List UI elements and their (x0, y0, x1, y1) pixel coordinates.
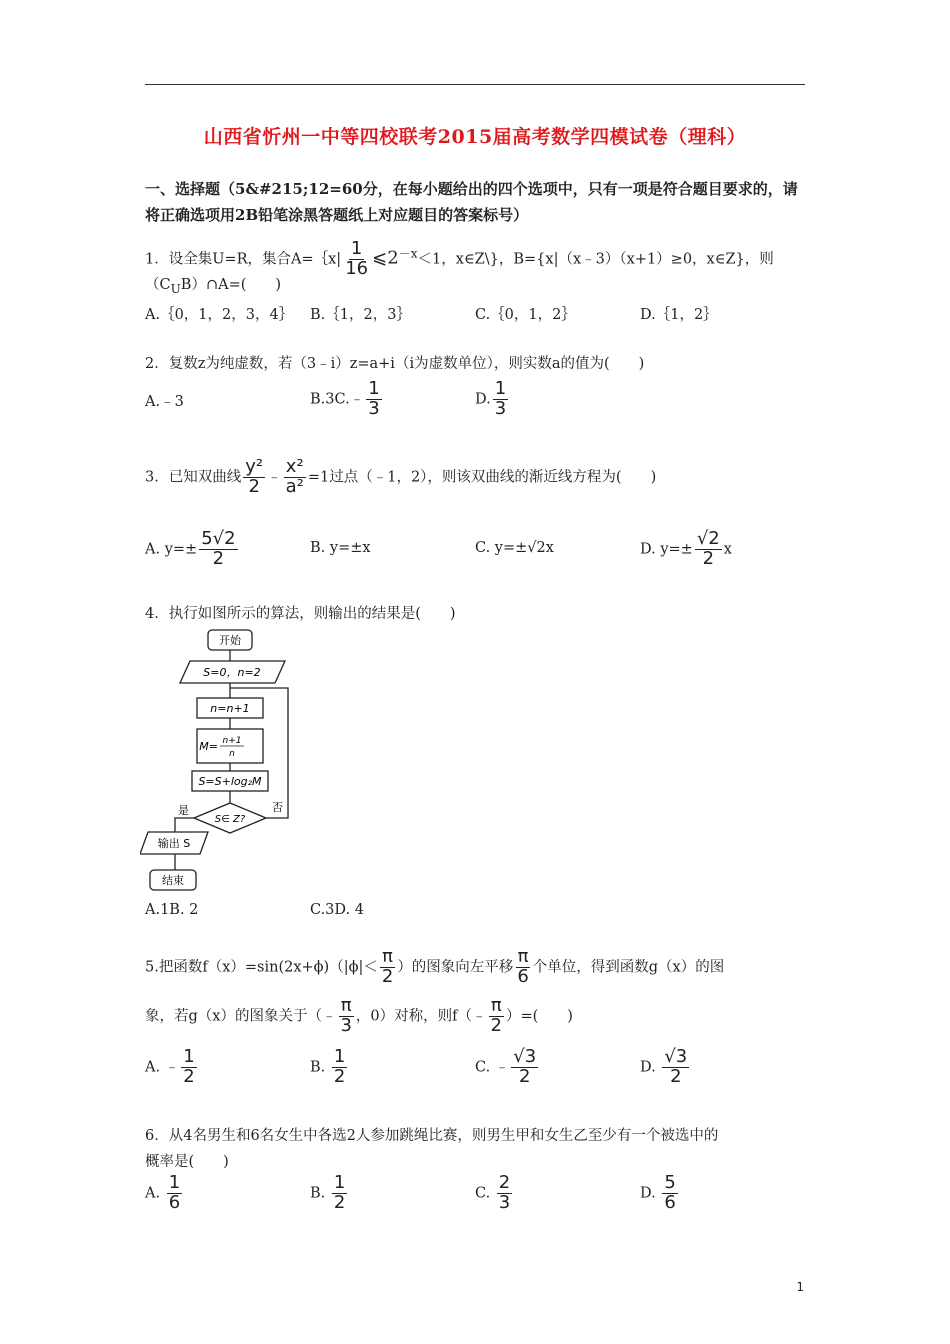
q2-option-a: A.﹣3 (145, 394, 184, 410)
question-6: 6．从4名男生和6名女生中各选2人参加跳绳比赛，则男生甲和女生乙至少有一个被选中的 (145, 1128, 719, 1144)
page-number: 1 (796, 1280, 804, 1294)
q4-option-cd: C.3D. 4 (310, 902, 364, 918)
question-2: 2．复数z为纯虚数，若（3﹣i）z=a+i（i为虚数单位），则实数a的值为( ) (145, 356, 645, 372)
question-5-cont: 象，若g（x）的图象关于（﹣ $\frac{\pi}{3}$ ，0）对称，则f（﹣ $\frac{\pi}{2}$ ）=( ) (145, 995, 573, 1036)
question-3: 3．已知双曲线 $\frac{\text{y²}}{2}$ ﹣ $\frac{\text{x²}}{\text{a²}}$ =1过点（﹣1，2），则该双曲线的渐近线方程为( ) (145, 456, 657, 497)
flow-end-label: 结束 (162, 874, 184, 887)
q6-option-a: A. $\frac{1}{6}$ (145, 1172, 181, 1213)
q3-option-a: A. y=± $\frac{5√2}{2}$ (145, 528, 236, 569)
flowchart (140, 625, 310, 895)
q1-option-b: B.｛1，2，3｝ (310, 307, 411, 323)
q2-option-bc: B.3C.﹣ $\frac{1}{3}$ (310, 378, 380, 419)
flow-step2-num: n+1 (222, 736, 242, 746)
flow-step1-label: n=n+1 (210, 702, 250, 715)
question-1: 1．设全集U=R，集合A=｛x| $\frac{1}{16}$ $⩽2^{-x}<1$，x∈Z\}，B={x|（x﹣3）（x+1）≥0，x∈Z}，则 (145, 238, 774, 279)
q3-option-d: D. y=± $\frac{√2}{2}$ x (640, 528, 732, 569)
flow-no-label: 否 (272, 801, 283, 814)
flow-cond-label: S∈ Z? (214, 814, 246, 825)
question-1-cont: $(C_UB)\cap A=$( ) (145, 277, 282, 296)
flow-yes-label: 是 (178, 804, 189, 817)
q6-option-d: D. $\frac{5}{6}$ (640, 1172, 676, 1213)
q5-option-d: D. $\frac{√3}{2}$ (640, 1046, 688, 1087)
q6-option-b: B. $\frac{1}{2}$ (310, 1172, 346, 1213)
q2-option-d: D. $\frac{1}{3}$ (475, 378, 507, 419)
flow-output-label: 输出 S (157, 837, 191, 850)
q1-option-a: A.｛0，1，2，3，4｝ (145, 307, 294, 323)
section-heading: 一、选择题（5&#215;12=60分，在每小题给出的四个选项中，只有一项是符合题目要求的，请 (145, 180, 798, 198)
flow-step2-label: M= (199, 740, 218, 753)
q5-option-c: C. ﹣ $\frac{√3}{2}$ (475, 1046, 537, 1087)
flow-step2-den: n (229, 749, 235, 759)
q5-option-b: B. $\frac{1}{2}$ (310, 1046, 346, 1087)
q6-option-c: C. $\frac{2}{3}$ (475, 1172, 511, 1213)
q1-option-c: C.｛0，1，2｝ (475, 307, 576, 323)
q3-option-c: C. y=±√2x (475, 540, 554, 556)
page-title: 山西省忻州一中等四校联考2015届高考数学四模试卷（理科） (203, 126, 747, 148)
flow-init-label: S=0，n=2 (203, 666, 261, 679)
top-rule (145, 84, 805, 85)
q5-option-a: A. ﹣ $\frac{1}{2}$ (145, 1046, 195, 1087)
q1-option-d: D.｛1，2｝ (640, 307, 718, 323)
section-heading-cont: 将正确选项用2B铅笔涂黑答题纸上对应题目的答案标号） (145, 206, 529, 224)
q4-option-ab: A.1B. 2 (145, 902, 199, 918)
flow-start-label: 开始 (219, 634, 241, 647)
question-6-cont: 概率是( ) (145, 1154, 229, 1170)
fraction: $\frac{1}{16}$ (345, 238, 369, 279)
flow-step3-label: S=S+log₂M (198, 775, 262, 788)
question-4: 4．执行如图所示的算法，则输出的结果是( ) (145, 606, 456, 622)
question-5: 5.把函数f（x）=sin(2x+ϕ)（|ϕ|＜ $\frac{\pi}{2}$ ）的图象向左平移 $\frac{\pi}{6}$ 个单位，得到函数g（x）的图 (145, 946, 725, 987)
q3-option-b: B. y=±x (310, 540, 371, 556)
